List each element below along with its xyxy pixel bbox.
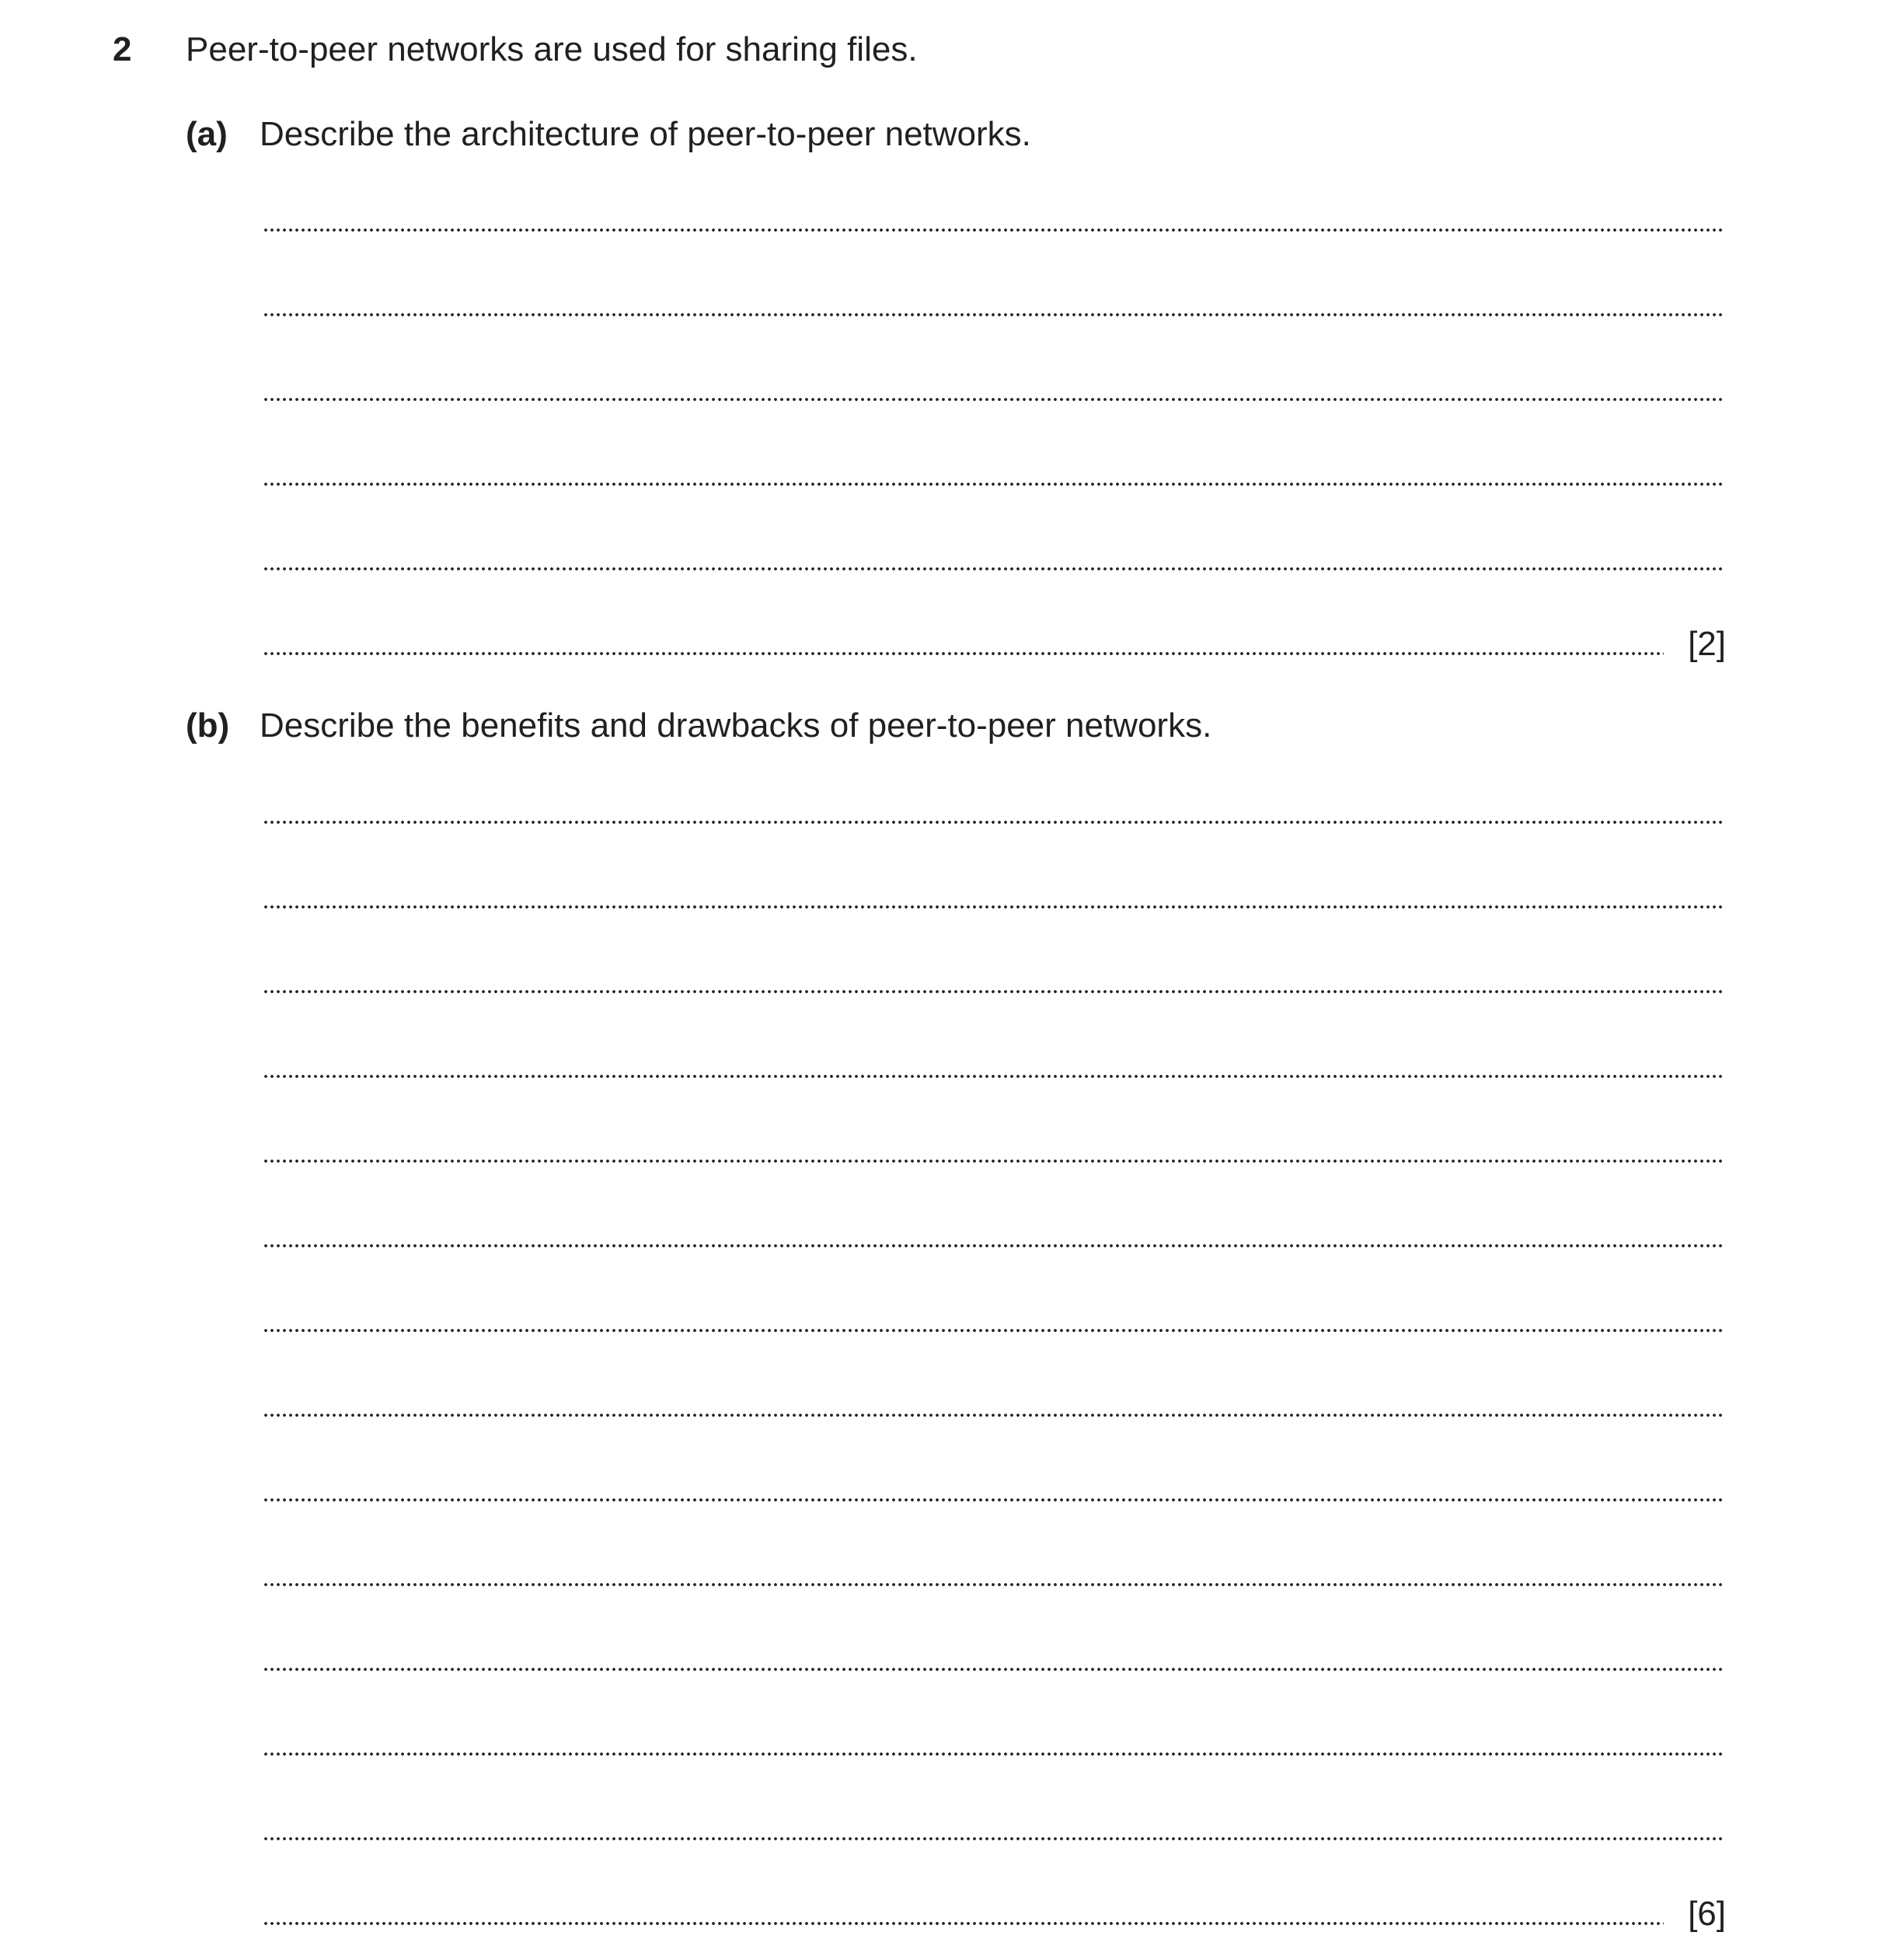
answer-line[interactable]: [263, 739, 1724, 824]
answer-line[interactable]: [263, 1671, 1724, 1756]
part-a-prompt: Describe the architecture of peer-to-peer networks.: [260, 115, 1031, 153]
answer-line[interactable]: [263, 1332, 1724, 1417]
part-b-label: (b): [186, 706, 230, 745]
part-b-prompt: Describe the benefits and drawbacks of peer-to-peer networks.: [260, 706, 1212, 745]
dotted-rule: [263, 1922, 1664, 1925]
question-stem: Peer-to-peer networks are used for sharing files.: [186, 30, 918, 68]
answer-line[interactable]: [263, 909, 1724, 993]
marks-allocation: [6]: [1688, 1895, 1726, 1933]
answer-line[interactable]: [263, 1247, 1724, 1332]
dotted-rule: [263, 652, 1664, 655]
answer-line[interactable]: [263, 570, 1726, 663]
answer-line[interactable]: [263, 232, 1724, 316]
part-b-answer-area[interactable]: [263, 739, 1726, 1933]
answer-line[interactable]: [263, 993, 1724, 1078]
question-number: 2: [113, 30, 132, 68]
answer-line[interactable]: [263, 316, 1724, 401]
answer-line[interactable]: [263, 486, 1724, 570]
part-a-label: (a): [186, 115, 228, 153]
answer-line[interactable]: [263, 1840, 1726, 1933]
part-a-answer-area[interactable]: [263, 147, 1726, 663]
answer-line[interactable]: [263, 1586, 1724, 1671]
answer-line[interactable]: [263, 401, 1724, 486]
answer-line[interactable]: [263, 147, 1724, 232]
marks-allocation: [2]: [1688, 625, 1726, 663]
answer-line[interactable]: [263, 1163, 1724, 1247]
answer-line[interactable]: [263, 824, 1724, 909]
answer-line[interactable]: [263, 1756, 1724, 1840]
answer-line[interactable]: [263, 1501, 1724, 1586]
answer-line[interactable]: [263, 1078, 1724, 1163]
answer-line[interactable]: [263, 1417, 1724, 1501]
